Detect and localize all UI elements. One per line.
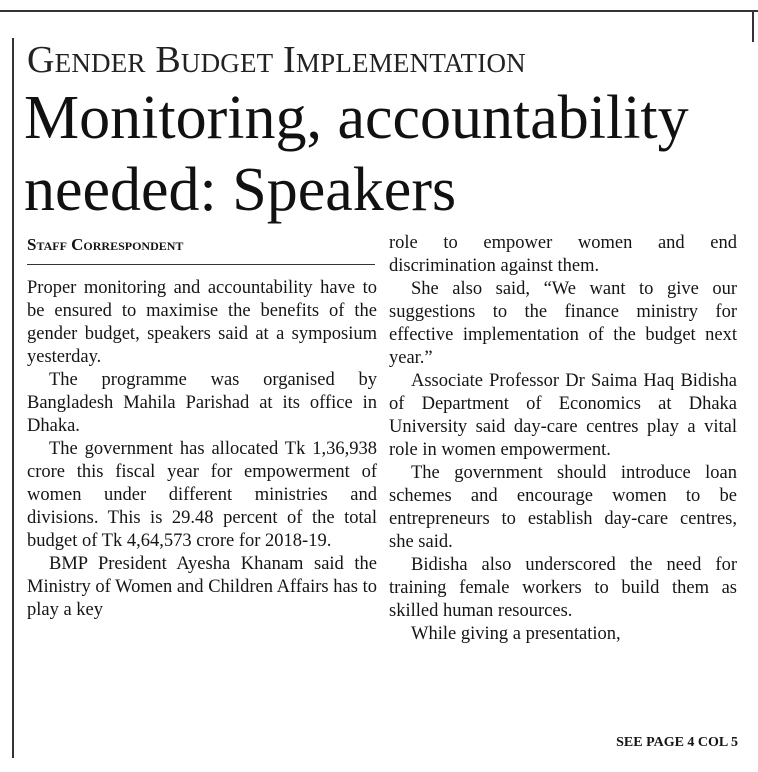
paragraph: role to empower women and end discrimination against them. <box>389 233 737 276</box>
article-kicker: Gender Budget Implementation <box>27 39 526 81</box>
continuation-jump-line: SEE PAGE 4 COL 5 <box>616 735 738 750</box>
paragraph: While giving a presentation, <box>411 624 621 644</box>
paragraph: BMP President Ayesha Khanam said the Ministry of Women and Children Affairs has to play a key <box>27 554 377 620</box>
article-column-2 <box>389 232 737 646</box>
paragraph: She also said, “We want to give our suggestions to the finance ministry for effective implementation of the budget next year.” <box>389 279 737 368</box>
article-headline: Monitoring, accountability needed: Speakers <box>24 84 689 224</box>
paragraph: Proper monitoring and accountability have to be ensured to maximise the benefits of the gender budget, speakers said at a symposium yesterday. <box>27 278 377 367</box>
paragraph: Associate Professor Dr Saima Haq Bidisha of Department of Economics at Dhaka University said day-care centres play a vital role in women empowerment. <box>389 371 737 460</box>
article-byline: Staff Correspondent <box>27 235 184 254</box>
left-border-rule <box>12 38 14 758</box>
right-border-rule <box>752 12 754 42</box>
paragraph: The programme was organised by Bangladesh Mahila Parishad at its office in Dhaka. <box>27 370 377 436</box>
paragraph: The government has allocated Tk 1,36,938 crore this fiscal year for empowerment of women under different ministries and divisions. This is 29.48 percent of the total budget of Tk 4,64,573 crore for 2018-19. <box>27 439 377 551</box>
paragraph: The government should introduce loan schemes and encourage women to be entrepreneurs to establish day-care centres, she said. <box>389 463 737 552</box>
top-border-rule <box>0 10 758 12</box>
paragraph: Bidisha also underscored the need for training female workers to build them as skilled human resources. <box>389 555 737 621</box>
article-column-1 <box>27 277 377 622</box>
byline-divider <box>27 264 375 265</box>
